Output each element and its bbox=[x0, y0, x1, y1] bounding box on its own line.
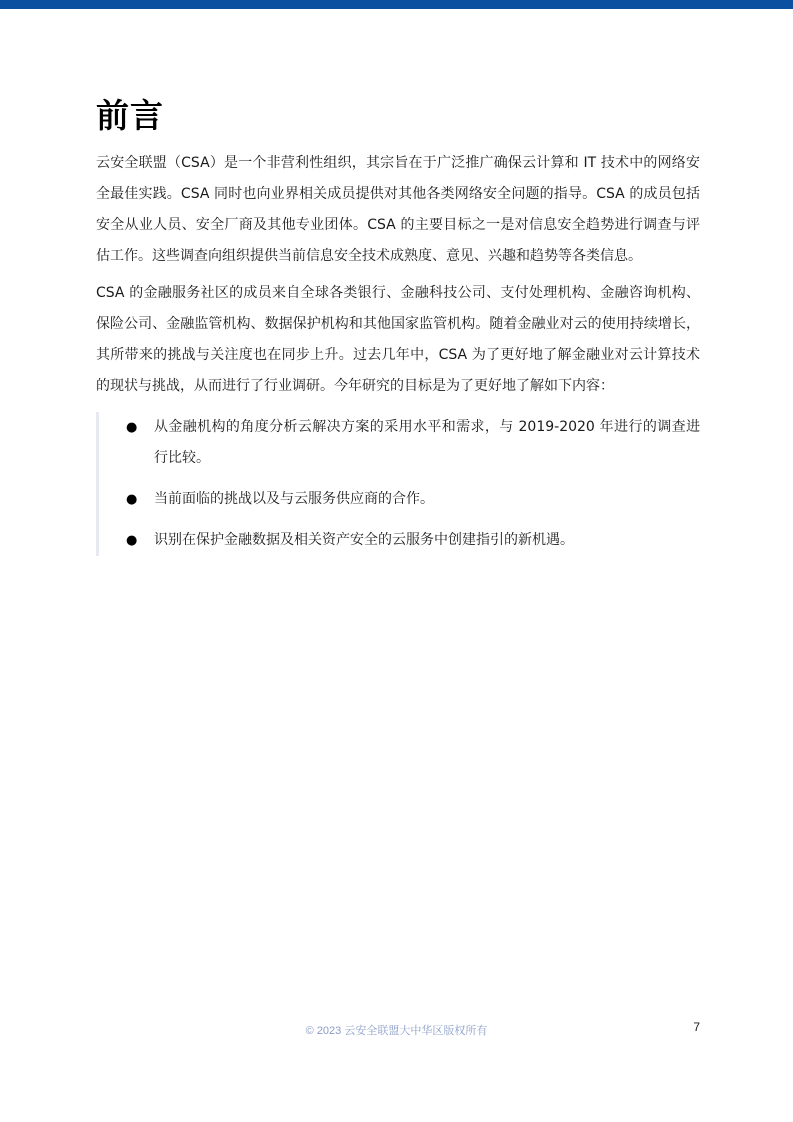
list-item-text: 识别在保护金融数据及相关资产安全的云服务中创建指引的新机遇。 bbox=[154, 532, 574, 548]
bullet-icon: ● bbox=[126, 420, 138, 435]
document-body bbox=[96, 148, 700, 566]
intro-paragraph-2: CSA 的金融服务社区的成员来自全球各类银行、金融科技公司、支付处理机构、金融咨询机构、保险公司、金融监管机构、数据保护机构和其他国家监管机构。随着金融业对云的使用持续增长，其所带来的挑战与关注度也在同步上升。过去几年中，CSA 为了更好地了解金融业对云计算技术的现状与挑战，从而进行了行业调研。今年研究的目标是为了更好地了解如下内容： bbox=[96, 285, 700, 394]
list-item bbox=[126, 412, 700, 474]
bullet-icon: ● bbox=[126, 492, 138, 507]
footer-copyright: © 2023 云安全联盟大中华区版权所有 bbox=[305, 1025, 488, 1037]
header-color-bar bbox=[0, 0, 793, 9]
bullet-icon: ● bbox=[126, 533, 138, 548]
page-title: 前言 bbox=[96, 96, 164, 135]
list-item-text: 当前面临的挑战以及与云服务供应商的合作。 bbox=[154, 491, 434, 507]
list-item-text: 从金融机构的角度分析云解决方案的采用水平和需求，与 2019-2020 年进行的调查进行比较。 bbox=[154, 419, 700, 466]
list-item bbox=[126, 525, 700, 556]
list-item bbox=[126, 484, 700, 515]
intro-paragraph-1: 云安全联盟（CSA）是一个非营利性组织，其宗旨在于广泛推广确保云计算和 IT 技术中的网络安全最佳实践。CSA 同时也向业界相关成员提供对其他各类网络安全问题的指导。CSA 的成员包括安全从业人员、安全厂商及其他专业团体。CSA 的主要目标之一是对信息安全趋势进行调查与评估工作。这些调查向组织提供当前信息安全技术成熟度、意见、兴趣和趋势等各类信息。 bbox=[96, 155, 700, 264]
objectives-list bbox=[96, 412, 700, 556]
page-number: 7 bbox=[693, 1020, 700, 1034]
